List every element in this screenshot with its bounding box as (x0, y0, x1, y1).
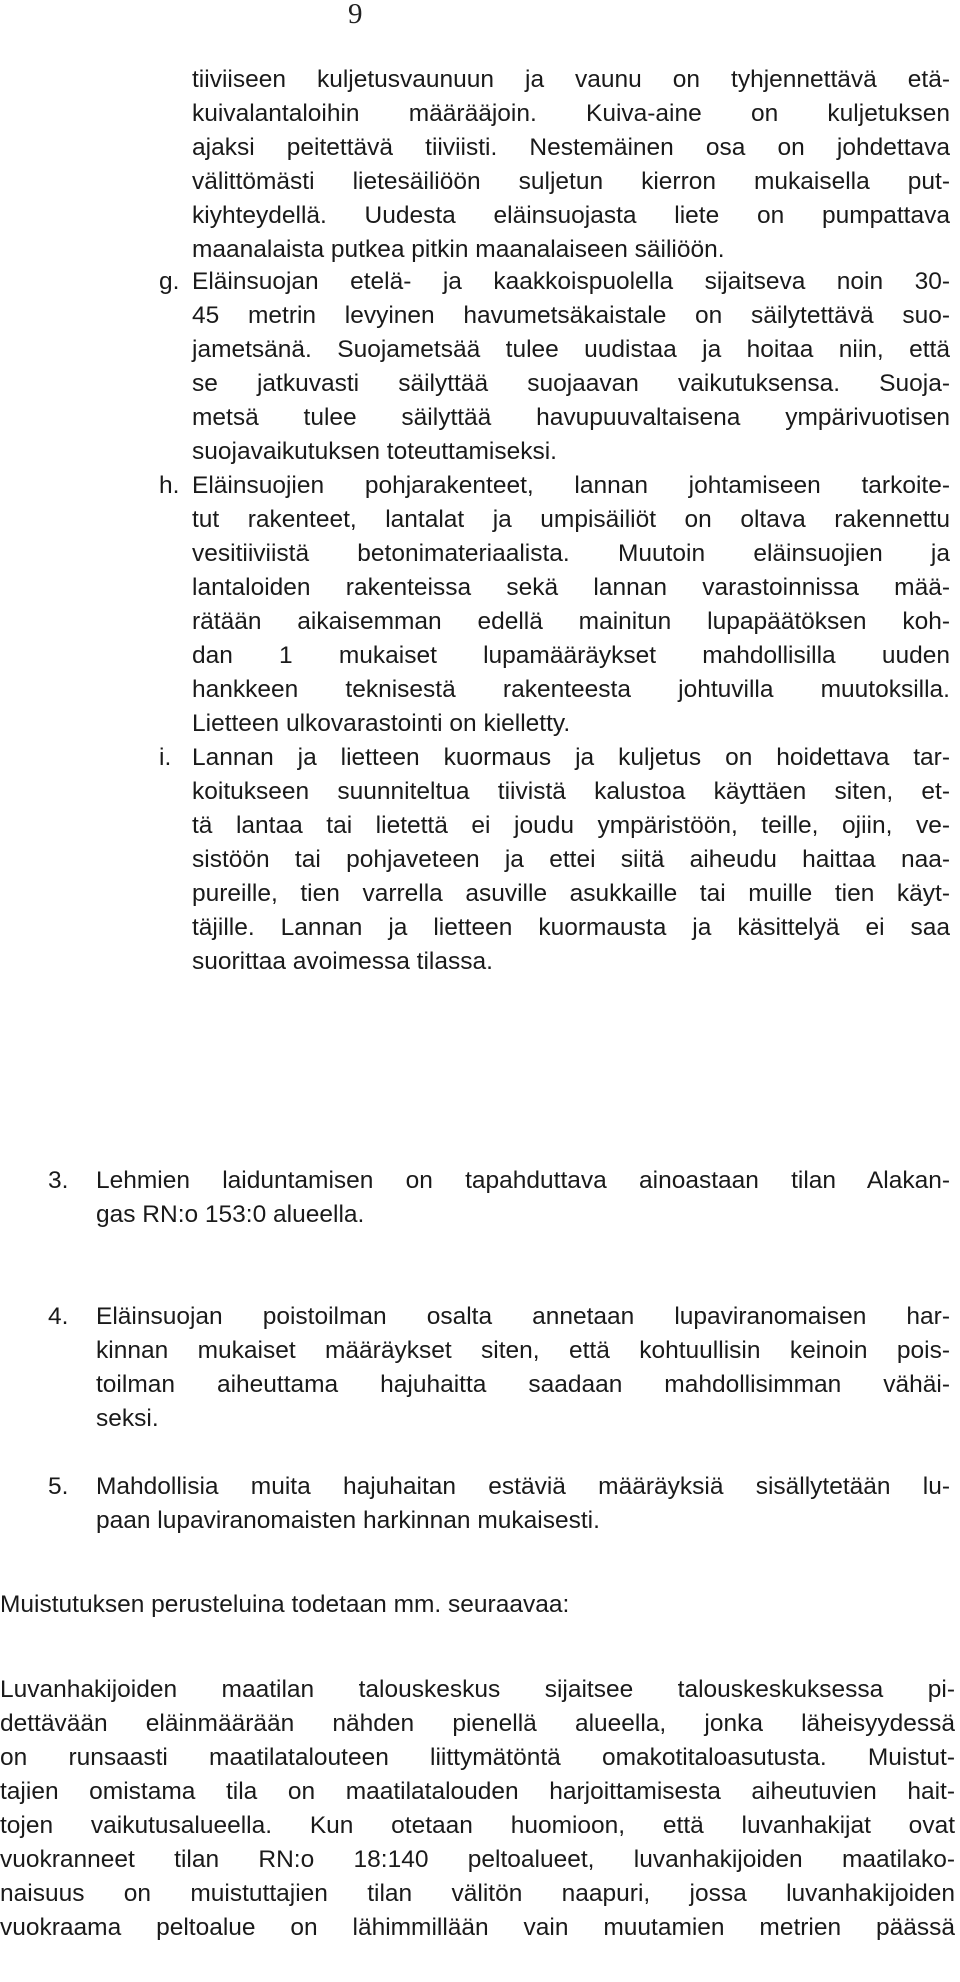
text-line: Lehmien laiduntamisen on tapahduttava ainoastaan tilan Alakan- (96, 1167, 950, 1194)
text-line: Eläinsuojan poistoilman osalta annetaan lupaviranomaisen har- (96, 1303, 950, 1330)
text-line: seksi. (96, 1405, 159, 1432)
item-4 (96, 1300, 950, 1436)
text-line: maanalaista putkea pitkin maanalaiseen säiliöön. (192, 236, 725, 263)
text-line: kinnan mukaiset määräykset siten, että kohtuullisin keinoin pois- (96, 1337, 950, 1364)
text-line: tiiviiseen kuljetusvaunuun ja vaunu on tyhjennettävä etä- (192, 66, 950, 93)
text-line: lantaloiden rakenteissa sekä lannan varastoinnissa mää- (192, 574, 950, 601)
item-5-marker: 5. (48, 1473, 69, 1500)
text-line: Eläinsuojien pohjarakenteet, lannan johtamiseen tarkoite- (192, 472, 950, 499)
text-line: dettävään eläinmäärään nähden pienellä alueella, jonka läheisyydessä (0, 1710, 955, 1737)
text-line: suojavaikutuksen toteuttamiseksi. (192, 438, 557, 465)
text-line: dan 1 mukaiset lupamääräykset mahdollisilla uuden (192, 642, 950, 669)
text-line: Lannan ja lietteen kuormaus ja kuljetus on hoidettava tar- (192, 744, 950, 771)
section-heading (0, 1588, 950, 1622)
item-5 (96, 1470, 950, 1538)
text-line: paan lupaviranomaisten harkinnan mukaisesti. (96, 1507, 600, 1534)
text-line: välittömästi lietesäiliöön suljetun kierron mukaisella put- (192, 168, 950, 195)
text-line: Lietteen ulkovarastointi on kielletty. (192, 710, 571, 737)
text-line: on runsaasti maatilatalouteen liittymätöntä omakotitaloasutusta. Muistut- (0, 1744, 955, 1771)
heading-text: Muistutuksen perusteluina todetaan mm. seuraavaa: (0, 1591, 570, 1618)
text-line: tojen vaikutusalueella. Kun otetaan huomioon, että luvanhakijat ovat (0, 1812, 955, 1839)
text-line: ajaksi peitettävä tiiviisti. Nestemäinen osa on johdettava (192, 134, 950, 161)
text-line: vuokraama peltoalue on lähimmillään vain muutamien metrien päässä (0, 1914, 955, 1941)
item-3-marker: 3. (48, 1167, 69, 1194)
text-line: vuokranneet tilan RN:o 18:140 peltoalueet, luvanhakijoiden maatilako- (0, 1846, 955, 1873)
text-line: naisuus on muistuttajien tilan välitön naapuri, jossa luvanhakijoiden (0, 1880, 955, 1907)
text-line: hankkeen teknisestä rakenteesta johtuvilla muutoksilla. (192, 676, 950, 703)
text-line: Luvanhakijoiden maatilan talouskeskus sijaitsee talouskeskuksessa pi- (0, 1676, 955, 1703)
text-line: suorittaa avoimessa tilassa. (192, 948, 493, 975)
text-line: Mahdollisia muita hajuhaitan estäviä määräyksiä sisällytetään lu- (96, 1473, 950, 1500)
text-line: tut rakenteet, lantalat ja umpisäiliöt on oltava rakennettu (192, 506, 950, 533)
item-4-marker: 4. (48, 1303, 69, 1330)
text-line: täjille. Lannan ja lietteen kuormausta ja käsittelyä ei saa (192, 914, 950, 941)
item-g-marker: g. (159, 268, 180, 295)
item-3 (96, 1164, 950, 1232)
text-line: 45 metrin levyinen havumetsäkaistale on säilytettävä suo- (192, 302, 950, 329)
text-line: metsä tulee säilyttää havupuuvaltaisena ympärivuotisen (192, 404, 950, 431)
text-line: Eläinsuojan etelä- ja kaakkoispuolella sijaitseva noin 30- (192, 268, 950, 295)
text-line: kiyhteydellä. Uudesta eläinsuojasta liete on pumpattava (192, 202, 950, 229)
text-line: vesitiiviistä betonimateriaalista. Muutoin eläinsuojien ja (192, 540, 950, 567)
text-line: kuivalantaloihin määrääjoin. Kuiva-aine on kuljetuksen (192, 100, 950, 127)
final-paragraph (0, 1673, 955, 1945)
item-i-marker: i. (159, 744, 172, 771)
item-g (192, 265, 950, 469)
text-line: tä lantaa tai lietettä ei joudu ympäristöön, teille, ojiin, ve- (192, 812, 950, 839)
text-line: toilman aiheuttama hajuhaitta saadaan mahdollisimman vähäi- (96, 1371, 950, 1398)
text-line: jametsänä. Suojametsää tulee uudistaa ja hoitaa niin, että (192, 336, 950, 363)
item-h-marker: h. (159, 472, 180, 499)
item-h (192, 469, 950, 741)
page-number: 9 (348, 0, 363, 30)
item-i (192, 741, 950, 979)
item-f-continued (192, 63, 950, 267)
text-line: tajien omistama tila on maatilatalouden harjoittamisesta aiheutuvien hait- (0, 1778, 955, 1805)
text-line: se jatkuvasti säilyttää suojaavan vaikutuksensa. Suoja- (192, 370, 950, 397)
text-line: rätään aikaisemman edellä mainitun lupapäätöksen koh- (192, 608, 950, 635)
text-line: koitukseen suunniteltua tiivistä kalustoa käyttäen siten, et- (192, 778, 950, 805)
text-line: sistöön tai pohjaveteen ja ettei siitä aiheudu haittaa naa- (192, 846, 950, 873)
text-line: pureille, tien varrella asuville asukkaille tai muille tien käyt- (192, 880, 950, 907)
text-line: gas RN:o 153:0 alueella. (96, 1201, 365, 1228)
